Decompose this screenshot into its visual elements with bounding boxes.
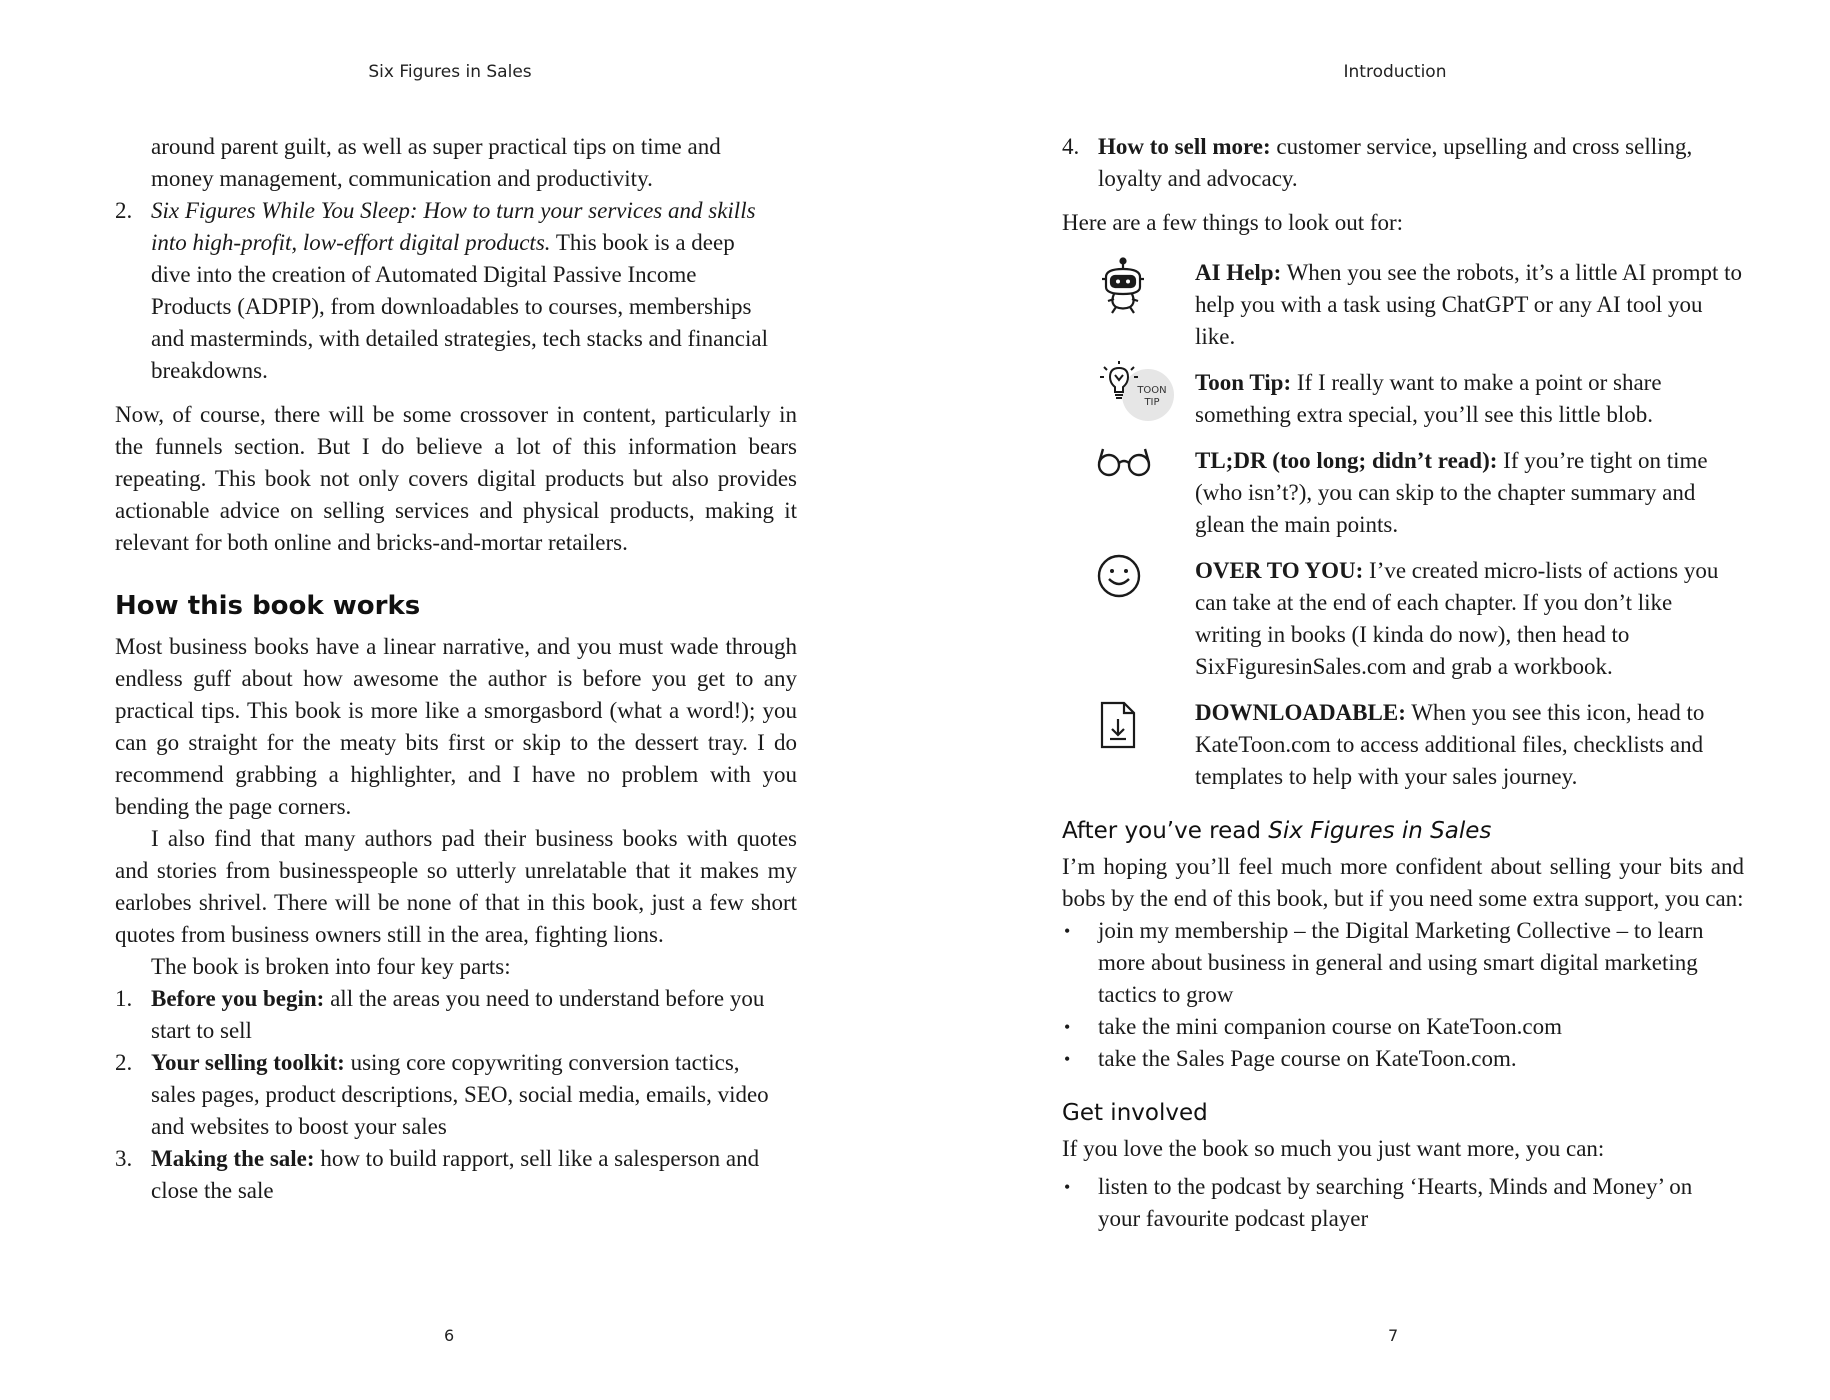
product-list [115, 195, 797, 387]
left-column [115, 131, 797, 1207]
list-item [1062, 1043, 1744, 1075]
list-number: 4. [1062, 134, 1080, 159]
list-item [1062, 1011, 1744, 1043]
lightbulb-icon [1092, 361, 1182, 421]
heading-book-title: Six Figures in Sales [1268, 818, 1492, 844]
paragraph: If you love the book so much you just want more, you can: [1062, 1136, 1605, 1161]
bullet: • [1064, 1049, 1071, 1069]
list-item-title: Your selling toolkit: [151, 1050, 345, 1075]
feature-title: OVER TO YOU: [1195, 558, 1364, 583]
feature-title: TL;DR (too long; didn’t read): [1195, 448, 1498, 473]
smiley-icon [1096, 553, 1142, 599]
page-number: 7 [1388, 1326, 1399, 1345]
paragraph: Here are a few things to look out for: [1062, 210, 1404, 235]
toon-tip-label: TOON [1137, 385, 1167, 396]
list-item [115, 1047, 771, 1143]
feature-title: AI Help: [1195, 260, 1282, 285]
paragraph: I’m hoping you’ll feel much more confident about selling your bits and bobs by the end of this book, but if you need some extra support, you can: [1062, 854, 1744, 911]
support-list [1062, 915, 1744, 1075]
subsection-heading-involved: Get involved [1062, 1100, 1208, 1126]
right-page [915, 0, 1830, 1400]
heading-text: After you’ve read [1062, 818, 1269, 844]
parts-list-continued [1062, 131, 1744, 195]
feature-downloadable [1062, 697, 1744, 793]
list-number: 2. [115, 198, 133, 223]
list-item-title: How to sell more: [1098, 134, 1271, 159]
involved-list [1062, 1171, 1744, 1235]
paragraph-crossover: Now, of course, there will be some crossover in content, particularly in the funnels section. But I do believe a lot of this information bears repeating. This book not only covers digital products but also provides actionable advice on selling services and physical products, making it relevant for both online and bricks-and-mortar retailers. [115, 402, 797, 555]
list-item [1062, 131, 1744, 195]
page-number: 6 [444, 1326, 455, 1345]
feature-ai-help [1062, 257, 1744, 353]
parts-list [115, 983, 797, 1207]
subsection-heading-after [1062, 815, 1744, 847]
paragraph: The book is broken into four key parts: [151, 954, 511, 979]
list-item-text: join my membership – the Digital Marketing Collective – to learn more about business in general and using smart digital marketing tactics to grow [1098, 918, 1704, 1007]
paragraph: I also find that many authors pad their business books with quotes and stories from businesspeople so utterly unrelatable that it makes my earlobes shrivel. There will be none of that in this book, just a few short quotes from business owners still in the area, fighting lions. [115, 826, 797, 947]
list-item-title: Making the sale: [151, 1146, 315, 1171]
running-head: Six Figures in Sales [368, 62, 532, 82]
book-title: Six Figures While You Sleep: How to turn your services and skills into high-profit, low-effort digital products. [151, 198, 756, 255]
feature-tldr [1062, 445, 1744, 541]
download-file-icon [1098, 699, 1138, 751]
list-item [115, 1143, 771, 1207]
feature-text: I’ve created micro-lists of actions you can take at the end of each chapter. If you don’t like writing in books (I kinda do now), then head to SixFiguresinSales.com and grab a workbook. [1195, 558, 1719, 679]
list-number: 3. [115, 1146, 133, 1171]
list-item [115, 983, 771, 1047]
list-number: 1. [115, 986, 133, 1011]
list-item-text: customer service, upselling and cross selling, loyalty and advocacy. [1098, 134, 1693, 191]
bullet: • [1064, 1017, 1071, 1037]
right-column [1062, 131, 1744, 1235]
feature-toon-tip [1062, 367, 1744, 431]
feature-text: When you see the robots, it’s a little AI prompt to help you with a task using ChatGPT or any AI tool you like. [1195, 260, 1743, 349]
list-item [1062, 915, 1744, 1011]
paragraph: Most business books have a linear narrative, and you must wade through endless guff about how awesome the author is before you get to any practical tips. This book is more like a smorgasbord (what a word!); you can go straight for the meaty bits first or skip to the dessert tray. I do recommend grabbing a highlighter, and I have no problem with you bending the page corners. [115, 634, 797, 819]
list-item [115, 195, 771, 387]
feature-title: DOWNLOADABLE: [1195, 700, 1406, 725]
section-heading: How this book works [115, 591, 421, 621]
running-head: Introduction [1343, 62, 1447, 82]
list-item-text: listen to the podcast by searching ‘Hearts, Minds and Money’ on your favourite podcast player [1098, 1174, 1693, 1231]
feature-text: If you’re tight on time (who isn’t?), you can skip to the chapter summary and glean the main points. [1195, 448, 1708, 537]
list-item-text: This book is a deep dive into the creation of Automated Digital Passive Income Products (ADPIP), from downloadables to courses, memberships and masterminds, with detailed strategies, tech stacks and financial breakdowns. [151, 230, 768, 383]
list-item-text: using core copywriting conversion tactics, sales pages, product descriptions, SEO, social media, emails, video and websites to boost your sales [151, 1050, 769, 1139]
list-item-text: all the areas you need to understand before you start to sell [151, 986, 765, 1043]
robot-icon [1096, 257, 1150, 311]
toon-tip-label: TIP [1144, 397, 1160, 408]
feature-text: If I really want to make a point or share something extra special, you’ll see this little blob. [1195, 370, 1662, 427]
list-item-continuation: around parent guilt, as well as super practical tips on time and money management, communication and productivity. [151, 134, 721, 191]
list-item-title: Before you begin: [151, 986, 325, 1011]
glasses-icon [1094, 443, 1154, 483]
feature-title: Toon Tip: [1195, 370, 1292, 395]
list-item [1062, 1171, 1698, 1235]
bullet: • [1064, 1177, 1071, 1197]
list-number: 2. [115, 1050, 133, 1075]
list-item-text: take the Sales Page course on KateToon.com. [1098, 1046, 1517, 1071]
feature-text: When you see this icon, head to KateToon.com to access additional files, checklists and templates to help with your sales journey. [1195, 700, 1705, 789]
bullet: • [1064, 921, 1071, 941]
list-item-text: take the mini companion course on KateToon.com [1098, 1014, 1563, 1039]
feature-over-to-you [1062, 555, 1744, 683]
list-item-text: how to build rapport, sell like a salesperson and close the sale [151, 1146, 760, 1203]
